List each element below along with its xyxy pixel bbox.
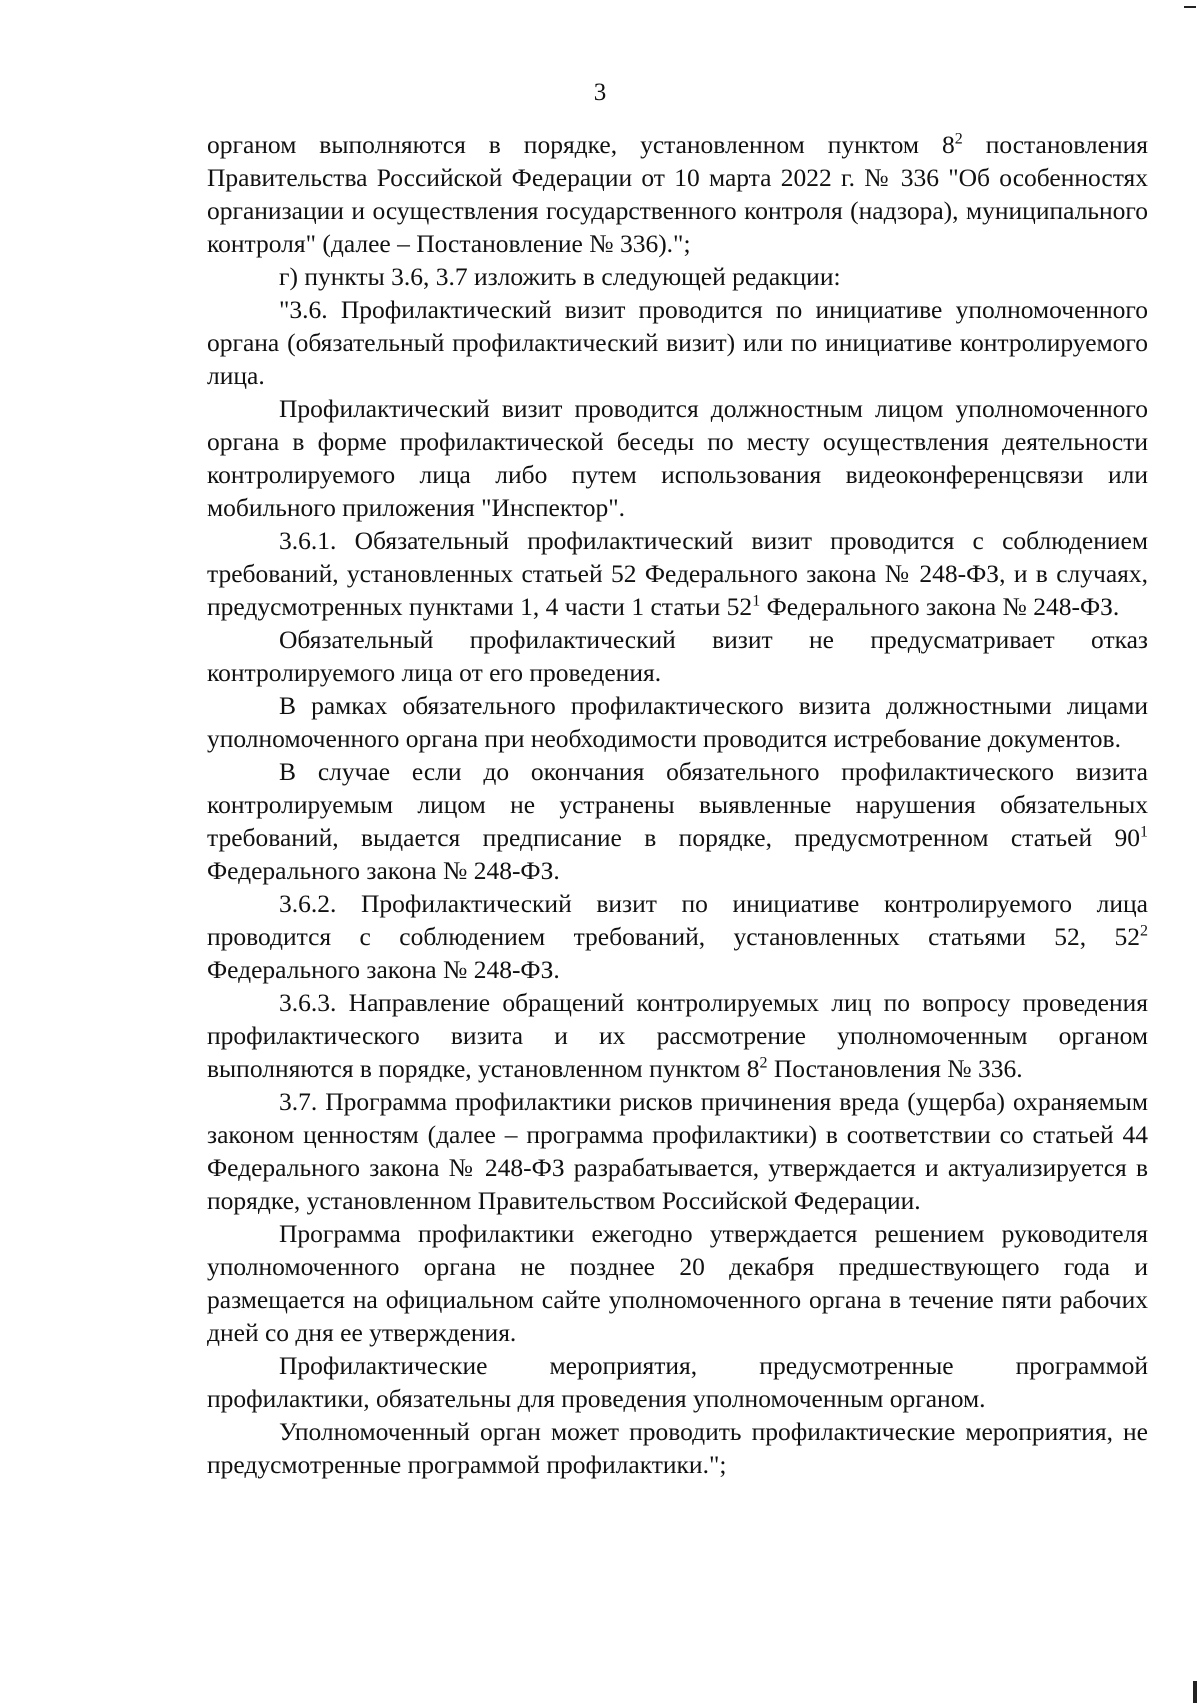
paragraph-text: Профилактический визит проводится должностным лицом уполномоченного органа в форме профилактической беседы по месту осуществления деятельности контролируемого лица либо путем использования видеоконференцсвязи или мобильного приложения "Инспектор". [207,394,1148,522]
paragraph-text: Федерального закона № 248-ФЗ. [760,592,1120,621]
paragraph-text: Федерального закона № 248-ФЗ. [207,856,560,885]
paragraph-text: г) пункты 3.6, 3.7 изложить в следующей редакции: [279,262,841,291]
superscript: 1 [752,592,761,610]
paragraph [207,755,1148,887]
paragraph [207,887,1148,986]
scan-edge-mark-top [1184,6,1196,8]
superscript: 2 [1140,922,1148,940]
paragraph [207,1085,1148,1217]
paragraph-text: 3.6.3. Направление обращений контролируемых лиц по вопросу проведения профилактического визита и их рассмотрение уполномоченным органом выполняются в порядке, установленном пунктом 8 [207,988,1148,1083]
paragraph-text: "3.6. Профилактический визит проводится по инициативе уполномоченного органа (обязательный профилактический визит) или по инициативе контролируемого лица. [207,295,1148,390]
paragraph [207,1349,1148,1415]
paragraph [207,1415,1148,1481]
superscript: 2 [954,130,963,148]
paragraph-text: Постановления № 336. [767,1054,1023,1083]
paragraph [207,128,1148,260]
superscript: 1 [1140,823,1148,841]
paragraph-text: Обязательный профилактический визит не предусматривает отказ контролируемого лица от его проведения. [207,625,1148,687]
paragraph [207,986,1148,1085]
paragraph-text: органом выполняются в порядке, установленном пунктом 8 [207,130,955,159]
paragraph-text: 3.6.1. Обязательный профилактический визит проводится с соблюдением требований, установленных статьей 52 Федерального закона № 248-ФЗ, и в случаях, предусмотренных пунктами 1, 4 части 1 статьи 52 [207,526,1148,621]
paragraph [207,260,1148,293]
paragraph-text: 3.7. Программа профилактики рисков причинения вреда (ущерба) охраняемым законом ценностям (далее – программа профилактики) в соответствии со статьей 44 Федерального закона № 248-ФЗ разрабатывается, утверждается и актуализируется в порядке, установленном Правительством Российской Федерации. [207,1087,1148,1215]
paragraph-text: Федерального закона № 248-ФЗ. [207,955,560,984]
paragraph-text: Профилактические мероприятия, предусмотренные программой профилактики, обязательны для проведения уполномоченным органом. [207,1351,1148,1413]
paragraph [207,1217,1148,1349]
paragraph-text: Программа профилактики ежегодно утверждается решением руководителя уполномоченного органа не позднее 20 декабря предшествующего года и размещается на официальном сайте уполномоченного органа в течение пяти рабочих дней со дня ее утверждения. [207,1219,1148,1347]
paragraph [207,293,1148,392]
scan-edge-mark-bottom [1193,1681,1197,1703]
paragraph [207,524,1148,623]
paragraph [207,689,1148,755]
paragraph [207,392,1148,524]
paragraph-text: постановления Правительства Российской Федерации от 10 марта 2022 г. № 336 "Об особенностях организации и осуществления государственного контроля (надзора), муниципального контроля" (далее – Постановление № 336)."; [207,130,1148,258]
paragraph-text: Уполномоченный орган может проводить профилактические мероприятия, не предусмотренные программой профилактики."; [207,1417,1148,1479]
paragraph-text: 3.6.2. Профилактический визит по инициативе контролируемого лица проводится с соблюдением требований, установленных статьями 52, 52 [207,889,1148,951]
paragraph-text: В случае если до окончания обязательного профилактического визита контролируемым лицом не устранены выявленные нарушения обязательных требований, выдается предписание в порядке, предусмотренном статьей 90 [207,757,1148,852]
paragraph [207,623,1148,689]
page-number: 3 [593,79,607,106]
superscript: 2 [759,1054,768,1072]
document-body [207,128,1148,1481]
paragraph-text: В рамках обязательного профилактического визита должностными лицами уполномоченного органа при необходимости проводится истребование документов. [207,691,1148,753]
